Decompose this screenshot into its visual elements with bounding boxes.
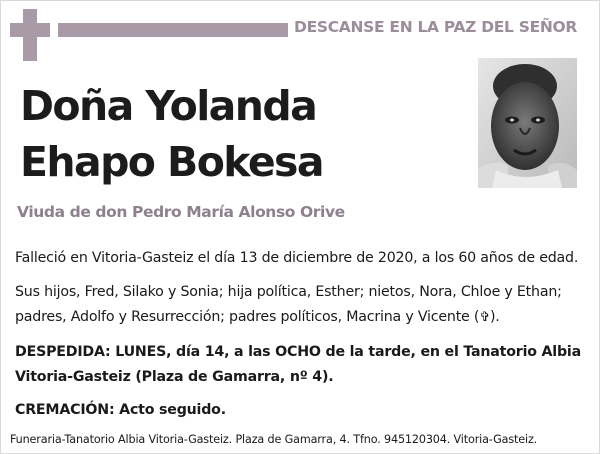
footer-text: Funeraria-Tanatorio Albia Vitoria-Gasteiz. Plaza de Gamarra, 4. Tfno. 945120304. Vitoria-Gasteiz. — [10, 433, 538, 446]
family-end: ). — [489, 309, 500, 325]
small-cross-icon: ✞ — [479, 310, 490, 325]
name-line-2: Ehapo Bokesa — [20, 138, 323, 186]
cremation-text: CREMACIÓN: Acto seguido. — [15, 402, 226, 418]
header-title: DESCANSE EN LA PAZ DEL SEÑOR — [294, 18, 578, 36]
deceased-name — [20, 78, 323, 190]
family-list: Sus hijos, Fred, Silako y Sonia; hija política, Esther; nietos, Nora, Chloe y Ethan; padres, Adolfo y Resurrección; padres políticos, Macrina y Vicente ( — [15, 284, 562, 325]
name-line-1: Doña Yolanda — [20, 82, 317, 130]
death-notice-text: Falleció en Vitoria-Gasteiz el día 13 de diciembre de 2020, a los 60 años de edad. — [15, 250, 579, 266]
header-rule — [58, 23, 288, 37]
portrait-photo — [478, 58, 577, 188]
family-text — [15, 280, 587, 330]
deceased-subtitle: Viuda de don Pedro María Alonso Orive — [17, 203, 345, 221]
farewell-text: DESPEDIDA: LUNES, día 14, a las OCHO de la tarde, en el Tanatorio Albia Vitoria-Gasteiz (Plaza de Gamarra, nº 4). — [15, 344, 581, 385]
portrait-image — [478, 58, 577, 188]
